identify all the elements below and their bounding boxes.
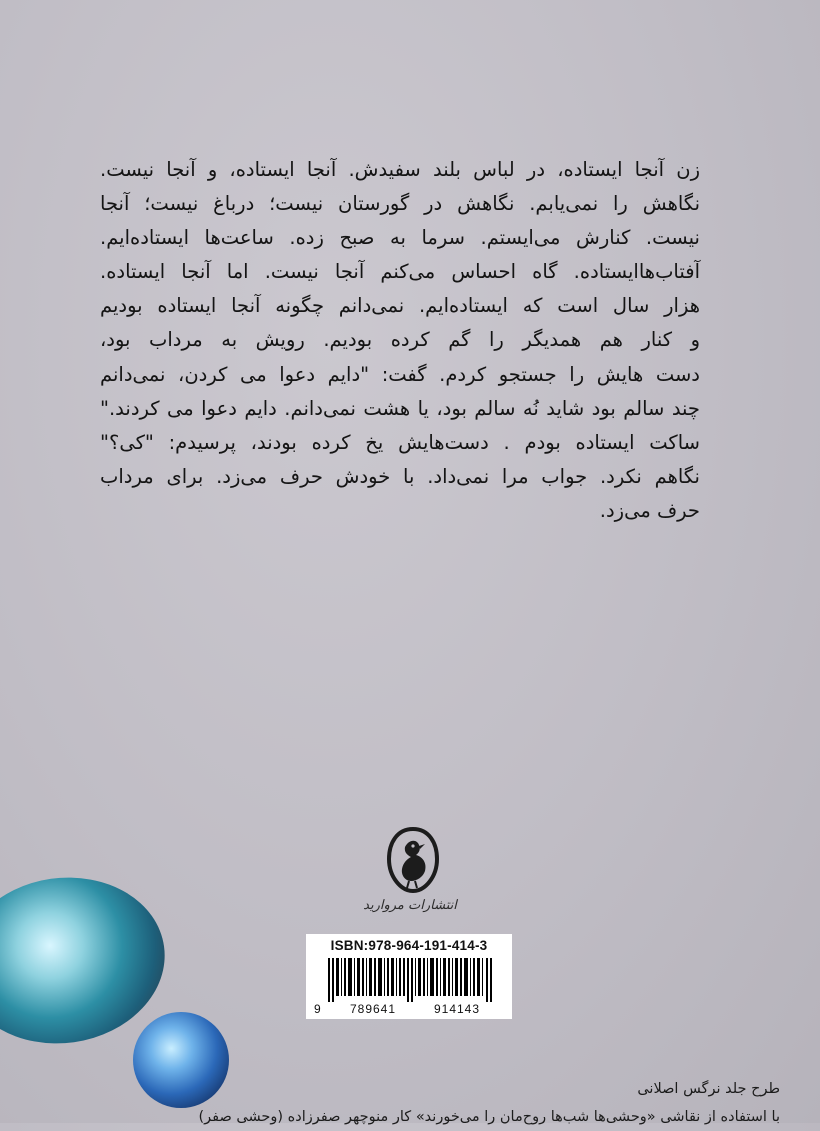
blurb-line: ساکت ایستاده بودم . دست‌هایش یخ کرده بودند، پرسیدم: "کی؟": [100, 430, 700, 454]
blurb-text: [100, 153, 700, 528]
isbn-barcode: [306, 934, 512, 1019]
isbn-label: ISBN:978-964-191-414-3: [330, 938, 488, 953]
blurb-line: نگاهم نکرد. جواب مرا نمی‌داد. با خودش حرف می‌زد. برای مرداب: [100, 464, 700, 488]
barcode-right-digits: 914143: [433, 1002, 481, 1016]
blurb-line: چند سالم بود شاید نُه سالم بود، یا هشت نمی‌دانم. دایم دعوا می کردند.": [100, 396, 700, 420]
bird-in-circle-icon: [383, 825, 443, 897]
barcode-left-digits: 789641: [349, 1002, 397, 1016]
decorative-blue-orb-small: [133, 1012, 229, 1108]
blurb-line: نیست. کنارش می‌ایستم. سرما به صبح زده. ساعت‌ها ایستاده‌ایم.: [100, 226, 700, 250]
barcode-lead-digit: 9: [314, 1002, 321, 1016]
publisher-name: انتشارات مروارید: [363, 898, 457, 913]
blurb-line: و کنار هم همدیگر را گم کرده بودیم. رویش به مرداب بود،: [100, 328, 700, 352]
blurb-line: حرف می‌زد.: [599, 498, 700, 522]
blurb-line: زن آنجا ایستاده، در لباس بلند سفیدش. آنجا ایستاده، و آنجا نیست.: [100, 158, 700, 181]
blurb-line: هزار سال است که ایستاده‌ایم. نمی‌دانم چگونه آنجا ایستاده بودیم: [100, 294, 700, 318]
painting-credit: با استفاده از نقاشی «وحشی‌ها شب‌ها روح‌مان را می‌خورند» کار منوچهر صفرزاده (وحشی صفر): [198, 1109, 780, 1125]
cover-design-credit: طرح جلد نرگس اصلانی: [637, 1081, 780, 1097]
blurb-line: دست هایش را جستجو کردم. گفت: "دایم دعوا می کردن، نمی‌دانم: [100, 362, 700, 386]
blurb-line: آفتاب‌هاایستاده. گاه احساس می‌کنم آنجا نیست. اما آنجا ایستاده.: [100, 260, 700, 284]
barcode-bars: [328, 958, 494, 1002]
blurb-line: نگاهش را نمی‌یابم. نگاهش در گورستان نیست؛ درباغ نیست؛ آنجا: [100, 192, 700, 216]
